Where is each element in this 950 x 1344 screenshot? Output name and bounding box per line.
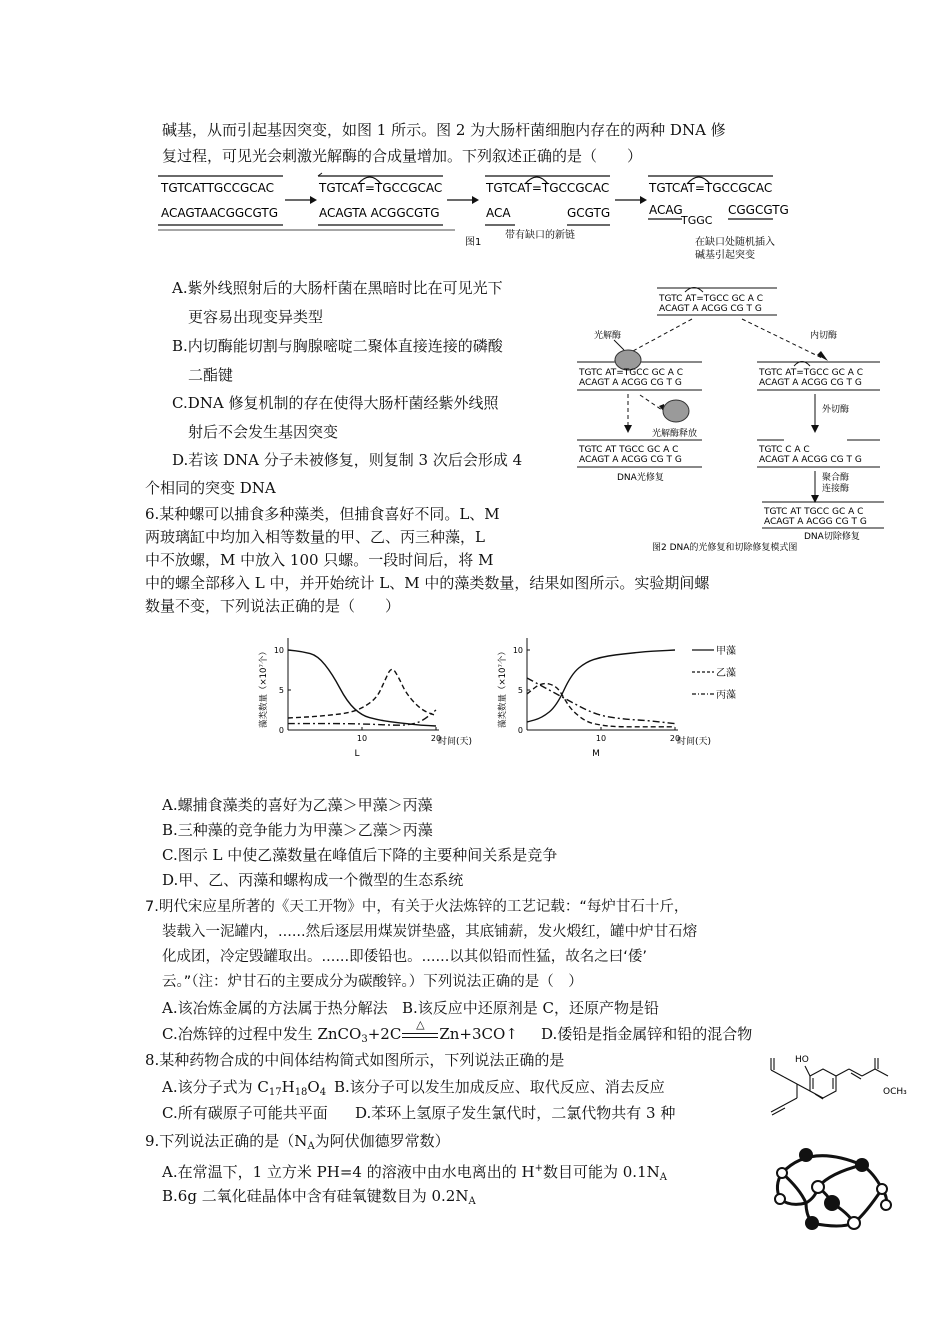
q5-option-a-line-1: A.紫外线照射后的大肠杆菌在黑暗时比在可见光下 bbox=[172, 279, 503, 297]
intro-line-1: 碱基，从而引起基因突变，如图 1 所示。图 2 为大肠杆菌细胞内存在的两种 DNA 修 bbox=[162, 121, 726, 139]
q5-option-d-line-2: 个相同的突变 DNA bbox=[145, 479, 276, 497]
fig2-enzyme-exo: 外切酶 bbox=[822, 405, 850, 415]
fig2-top-a: TGTC AT=TGCC GC A C bbox=[659, 294, 764, 304]
q7-option-c: C.冶炼锌的过程中发生 ZnCO$_3$+2C △ Zn+3CO↑ bbox=[162, 1024, 518, 1050]
q6-option-d: D.甲、乙、丙藻和螺构成一个微型的生态系统 bbox=[162, 871, 464, 889]
chart-m-xtick-1: 20 bbox=[669, 734, 681, 743]
chart-l-ytick-1: 5 bbox=[278, 686, 284, 695]
chart-l-series-0 bbox=[288, 650, 436, 726]
q6-line-3: 中不放螺，M 中放入 100 只螺。一段时间后，将 M bbox=[145, 551, 494, 569]
struct-ho: HO bbox=[795, 1055, 809, 1065]
fig2-cap-light: DNA光修复 bbox=[617, 473, 664, 483]
q7-option-b: B.该反应中还原剂是 C，还原产物是铅 bbox=[402, 999, 660, 1017]
q5-option-b-line-1: B.内切酶能切割与胸腺嘧啶二聚体直接连接的磷酸 bbox=[172, 337, 503, 355]
q7-line-4: 云。”（注：炉甘石的主要成分为碳酸锌。）下列说法正确的是（ ） bbox=[162, 974, 583, 990]
fig1-s1-top: TGTCATTGCCGCAC bbox=[161, 181, 275, 195]
chart-m-legend-label-1: 乙藻 bbox=[716, 668, 736, 679]
chart-l-ytick-2: 10 bbox=[273, 646, 284, 655]
fig1-s3-top: TGTCAT=TGCCGCAC bbox=[486, 181, 610, 195]
fig1-s4-top: TGTCAT=TGCCGCAC bbox=[649, 181, 773, 195]
q5-option-c-line-2: 射后不会发生基因突变 bbox=[188, 423, 339, 441]
fig1-s4-bot-right: CGGCGTG bbox=[728, 203, 789, 217]
struct-och3: OCH₃ bbox=[883, 1087, 907, 1097]
fig2-right-2-b: ACAGT A ACGG CG T G bbox=[759, 455, 862, 465]
fig2-cap-cut: DNA切除修复 bbox=[804, 532, 860, 542]
q7-line-3: 化成团，冷定毁罐取出。......即倭铅也。......以其似铅而性猛，故名之曰‘倭’ bbox=[162, 949, 648, 965]
fig1-s3-bot-left: ACA bbox=[486, 206, 511, 220]
chart-l-series-2 bbox=[288, 710, 436, 725]
q7-option-a: A.该冶炼金属的方法属于热分解法 bbox=[162, 999, 388, 1017]
fig2-enzyme-poly-2: 连接酶 bbox=[822, 484, 850, 494]
chart-l-xtick-0: 10 bbox=[356, 734, 368, 743]
fig2-enzyme-endo: 内切酶 bbox=[810, 331, 838, 341]
q5-option-c-line-1: C.DNA 修复机制的存在使得大肠杆菌经紫外线照 bbox=[172, 394, 499, 412]
chart-m-xlabel: 时间(天) bbox=[677, 737, 712, 747]
fig2-caption: 图2 DNA的光修复和切除修复模式图 bbox=[652, 543, 798, 552]
fig1-label-gap: 带有缺口的新链 bbox=[505, 230, 575, 241]
fig2-enzyme-photolyase: 光解酶 bbox=[594, 331, 622, 341]
q9-option-b: B.6g 二氧化硅晶体中含有硅氧键数目为 $0.2N_A$ bbox=[162, 1187, 476, 1207]
fig2-right-1-b: ACAGT A ACGG CG T G bbox=[759, 378, 862, 388]
q6-option-b: B.三种藻的竞争能力为甲藻＞乙藻＞丙藻 bbox=[162, 821, 433, 839]
q6-line-4: 中的螺全部移入 L 中，并开始统计 L、M 中的藻类数量，结果如图所示。实验期间螺 bbox=[145, 574, 710, 592]
q6-line-2: 两玻璃缸中均加入相等数量的甲、乙、丙三种藻，L bbox=[145, 528, 485, 546]
intro-line-2: 复过程，可见光会刺激光解酶的合成量增加。下列叙述正确的是（ ） bbox=[162, 147, 643, 165]
chart-m-series-2 bbox=[527, 678, 675, 724]
chart-l-caption: L bbox=[354, 749, 360, 759]
chart-m-xtick-0: 10 bbox=[595, 734, 607, 743]
chart-m-ytick-2: 10 bbox=[512, 646, 523, 655]
fig1-s1-bot: ACAGTAACGGCGTG bbox=[161, 206, 279, 220]
q5-option-d-line-1: D.若该 DNA 分子未被修复，则复制 3 次后会形成 4 bbox=[172, 451, 523, 469]
chart-m-series-0 bbox=[527, 650, 675, 722]
fig2-left-2-a: TGTC AT TGCC GC A C bbox=[579, 445, 679, 455]
molecule-structure bbox=[755, 1048, 920, 1120]
q6-line-5: 数量不变，下列说法正确的是（ ） bbox=[145, 597, 401, 615]
fig2-right-3-b: ACAGT A ACGG CG T G bbox=[764, 517, 867, 527]
fig1-s2-bot: ACAGTA ACGGCGTG bbox=[319, 206, 440, 220]
fig1-label-fig: 图1 bbox=[465, 237, 482, 248]
fig2-right-1-a: TGTC AT=TGCC GC A C bbox=[759, 368, 864, 378]
chart-l-xtick-1: 20 bbox=[430, 734, 442, 743]
q5-option-a-line-2: 更容易出现变异类型 bbox=[188, 308, 324, 326]
chart-l-xlabel: 时间(天) bbox=[438, 737, 473, 747]
chart-l-ytick-0: 0 bbox=[278, 726, 284, 735]
chart-m-ytick-1: 5 bbox=[517, 686, 523, 695]
fig1-label-insert-2: 碱基引起突变 bbox=[695, 250, 755, 261]
q7-option-d: D.倭铅是指金属锌和铅的混合物 bbox=[541, 1025, 753, 1043]
q8-option-d: D.苯环上氢原子发生氯代时，二氯代物共有 3 种 bbox=[355, 1104, 676, 1122]
fig2-release: 光解酶释放 bbox=[652, 429, 698, 439]
q7-line-2: 装载入一泥罐内，......然后逐层用煤炭饼垫盛，其底铺薪，发火煅红，罐中炉甘石熔 bbox=[162, 924, 698, 940]
fig1-s3-bot-right: GCGTG bbox=[567, 206, 611, 220]
fig2-right-2-a: TGTC C A C bbox=[759, 445, 810, 455]
chart-m-ylabel: 藻类数量（×10⁷个） bbox=[498, 647, 508, 728]
q8-option-b: B.该分子可以发生加成反应、取代反应、消去反应 bbox=[334, 1078, 665, 1096]
figure-2-dna-repair bbox=[572, 280, 888, 552]
fig2-top-b: ACAGT A ACGG CG T G bbox=[659, 304, 762, 314]
heat-condition: △ bbox=[416, 1018, 425, 1031]
fig2-left-1-a: TGTC AT=TGCC GC A C bbox=[579, 368, 684, 378]
q8-stem: 8.某种药物合成的中间体结构简式如图所示，下列说法正确的是 bbox=[145, 1051, 565, 1069]
fig2-enzyme-poly-1: 聚合酶 bbox=[822, 473, 850, 483]
chart-l-series-1 bbox=[288, 669, 436, 718]
chart-l-ylabel: 藻类数量（×10⁷个） bbox=[259, 647, 269, 728]
chart-l bbox=[253, 616, 478, 761]
q6-option-a: A.螺捕食藻类的喜好为乙藻＞甲藻＞丙藻 bbox=[162, 796, 433, 814]
chart-m bbox=[492, 616, 772, 761]
fig1-label-insert-1: 在缺口处随机插入 bbox=[695, 237, 775, 248]
fig1-s2-top: TGTCAT=TGCCGCAC bbox=[319, 181, 443, 195]
q8-option-a: A.该分子式为 $C_{17}H_{18}O_4$ bbox=[162, 1078, 327, 1098]
fig1-s4-bot-left: ACAG bbox=[649, 203, 683, 217]
q9-stem: 9.下列说法正确的是（$N_A$为阿伏伽德罗常数） bbox=[145, 1132, 450, 1152]
chart-m-caption: M bbox=[592, 749, 600, 759]
fig1-s4-bot-mid: TGGC bbox=[681, 214, 713, 227]
q8-option-c: C.所有碳原子可能共平面 bbox=[162, 1104, 328, 1122]
fig2-left-2-b: ACAGT A ACGG CG T G bbox=[579, 455, 682, 465]
fig2-right-3-a: TGTC AT TGCC GC A C bbox=[764, 507, 864, 517]
q9-option-a: A.在常温下，1 立方米 PH=4 的溶液中由水电离出的 H+数目可能为 $0.1N_A$ bbox=[162, 1163, 667, 1183]
chart-m-ytick-0: 0 bbox=[517, 726, 523, 735]
q7-line-1: 7.明代宋应星所著的《天工开物》中，有关于火法炼锌的工艺记载：“每炉甘石十斤， bbox=[145, 899, 689, 915]
chart-m-legend-label-2: 丙藻 bbox=[716, 690, 736, 701]
chart-m-legend-label-0: 甲藻 bbox=[716, 646, 736, 657]
q6-option-c: C.图示 L 中使乙藻数量在峰值后下降的主要种间关系是竞争 bbox=[162, 846, 558, 864]
sio2-crystal-structure bbox=[770, 1143, 895, 1243]
q5-option-b-line-2: 二酯键 bbox=[188, 366, 234, 384]
figure-1-dna-mutation bbox=[155, 168, 795, 266]
fig2-left-1-b: ACAGT A ACGG CG T G bbox=[579, 378, 682, 388]
q6-line-1: 6.某种螺可以捕食多种藻类，但捕食喜好不同。L、M bbox=[145, 505, 500, 523]
